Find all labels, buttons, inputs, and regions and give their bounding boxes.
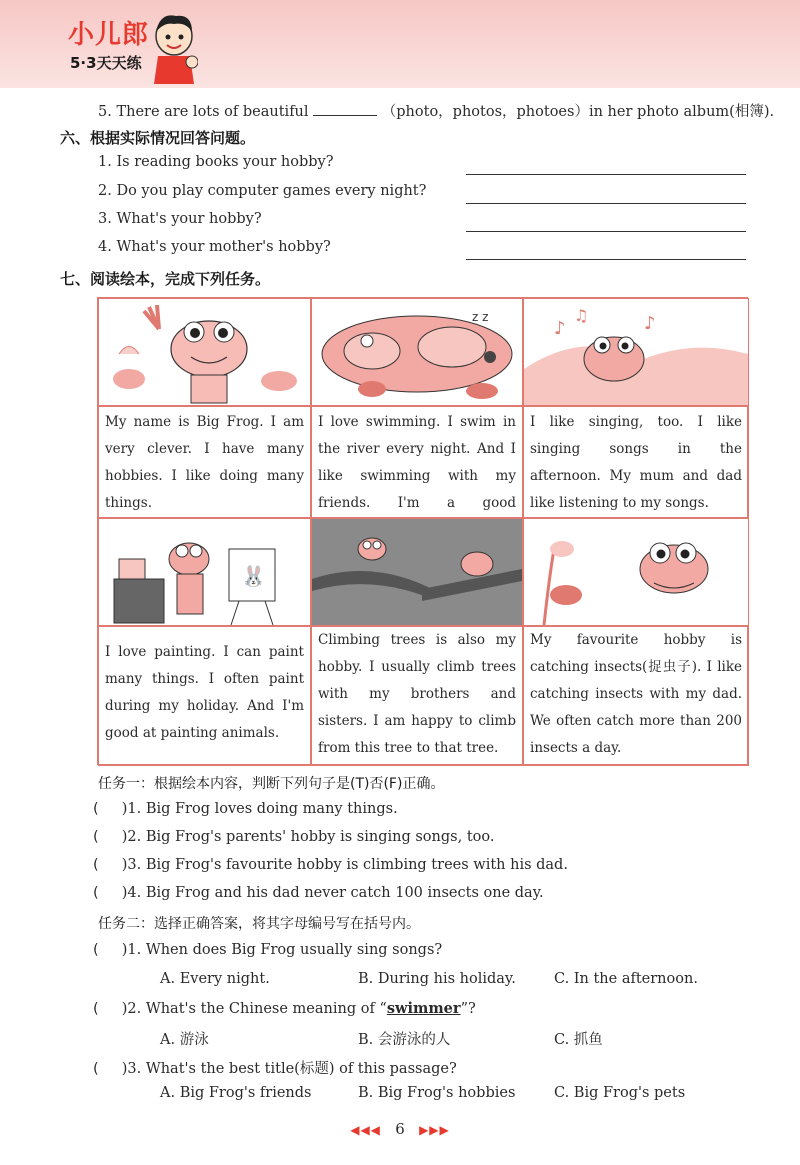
item-text: Big Frog's favourite hobby is climbing trees with his dad. <box>145 857 568 873</box>
option-b[interactable]: B. Big Frog's hobbies <box>358 1085 516 1101</box>
task2-item-2 <box>93 1000 476 1017</box>
answer-line-4[interactable] <box>466 259 746 260</box>
item-text: When does Big Frog usually sing songs? <box>145 942 443 958</box>
item-number: )2. <box>121 1001 142 1017</box>
option-a[interactable]: A. Big Frog's friends <box>160 1085 312 1101</box>
task1-item-1 <box>93 801 398 817</box>
frog-painting-picture <box>98 518 311 626</box>
s6-question-4 <box>98 239 331 255</box>
question-options: （photo，photos，photoes）in her photo album(相簿). <box>381 104 775 120</box>
question-number: 5. <box>98 104 112 120</box>
series-name: 5·3天天练 <box>70 54 142 72</box>
task2-item-1 <box>93 942 442 958</box>
section-6-title: 六、根据实际情况回答问题。 <box>60 129 256 147</box>
item-number: )3. <box>121 857 142 873</box>
question-text: Do you play computer games every night? <box>116 183 427 199</box>
question-text: What's your hobby? <box>116 211 262 227</box>
task2-item-3 <box>93 1057 457 1078</box>
option-b[interactable]: B. 会游泳的人 <box>358 1032 451 1048</box>
answer-paren[interactable]: ( <box>93 885 122 901</box>
svg-text:🐰: 🐰 <box>241 564 266 588</box>
answer-paren[interactable]: ( <box>93 1061 122 1077</box>
left-arrows-icon: ◀◀◀ <box>350 1123 381 1137</box>
item-text: Big Frog's parents' hobby is singing songs, too. <box>145 829 495 845</box>
answer-paren[interactable]: ( <box>93 1001 122 1017</box>
task1-item-3 <box>93 857 568 873</box>
question-text: There are lots of beautiful <box>116 104 309 120</box>
svg-text:♪: ♪ <box>644 313 656 334</box>
highlight-word: swimmer <box>386 1000 461 1017</box>
answer-paren[interactable]: ( <box>93 801 122 817</box>
option-a[interactable]: A. 游泳 <box>160 1032 209 1048</box>
svg-text:♪: ♪ <box>554 318 566 339</box>
item-number: )2. <box>121 829 142 845</box>
page-number: 6 <box>395 1120 405 1138</box>
item-number: )1. <box>121 801 142 817</box>
picture-book-table <box>97 297 748 765</box>
item-number: )1. <box>121 942 142 958</box>
task-1-title: 任务一：根据绘本内容，判断下列句子是(T)否(F)正确。 <box>98 776 445 792</box>
brand-logo: 小儿郎 <box>68 20 150 50</box>
question-number: 1. <box>98 154 112 170</box>
task1-item-2 <box>93 829 494 845</box>
frog-intro-picture <box>98 298 311 406</box>
task-2-title: 任务二：选择正确答案，将其字母编号写在括号内。 <box>98 916 420 932</box>
panel-1-text: My name is Big Frog. I am very clever. I have many hobbies. I like doing many things. <box>98 406 311 518</box>
frog-swimming-picture <box>311 298 523 406</box>
item-text-end: ”? <box>460 1001 476 1017</box>
answer-paren[interactable]: ( <box>93 857 122 873</box>
s6-question-3 <box>98 211 262 227</box>
section-7-title: 七、阅读绘本，完成下列任务。 <box>60 270 271 288</box>
question-text: Is reading books your hobby? <box>116 154 334 170</box>
svg-text:♫: ♫ <box>574 306 589 325</box>
question-5 <box>98 100 774 121</box>
option-c[interactable]: C. Big Frog's pets <box>554 1085 686 1101</box>
option-c[interactable]: C. In the afternoon. <box>554 971 698 987</box>
item-text: What's the best title(标题) of this passage? <box>145 1061 457 1077</box>
option-a[interactable]: A. Every night. <box>160 971 270 987</box>
panel-2-body: I love swimming. I swim in the river every night. And I like swimming with my friends. I'm a good <box>318 414 516 511</box>
answer-line-3[interactable] <box>466 231 746 232</box>
frog-catching-insects-picture <box>523 518 749 626</box>
item-text: Big Frog and his dad never catch 100 insects one day. <box>145 885 544 901</box>
option-b[interactable]: B. During his holiday. <box>358 971 516 987</box>
answer-line-1[interactable] <box>466 174 746 175</box>
panel-2-text <box>311 406 523 518</box>
question-number: 3. <box>98 211 112 227</box>
frog-singing-picture <box>523 298 749 406</box>
mascot-icon <box>150 10 198 84</box>
question-text: What's your mother's hobby? <box>116 239 331 255</box>
answer-paren[interactable]: ( <box>93 829 122 845</box>
option-c[interactable]: C. 抓鱼 <box>554 1032 603 1048</box>
panel-5-text: Climbing trees is also my hobby. I usually climb trees with my brothers and sisters. I am happy to climb from this tree to that tree. <box>311 626 523 766</box>
answer-blank[interactable] <box>313 115 377 116</box>
item-number: )4. <box>121 885 142 901</box>
s6-question-2 <box>98 183 426 199</box>
item-text: Big Frog loves doing many things. <box>145 801 398 817</box>
item-number: )3. <box>121 1061 142 1077</box>
answer-line-2[interactable] <box>466 203 746 204</box>
question-number: 2. <box>98 183 112 199</box>
right-arrows-icon: ▶▶▶ <box>419 1123 450 1137</box>
panel-6-text: My favourite hobby is catching insects(捉虫子). I like catching insects with my dad. We often catch more than 200 insects a day. <box>523 626 749 766</box>
page-footer <box>0 1120 800 1138</box>
question-number: 4. <box>98 239 112 255</box>
item-text: What's the Chinese meaning of “ <box>145 1001 387 1017</box>
s6-question-1 <box>98 154 334 170</box>
panel-4-text: I love painting. I can paint many things. I often paint during my holiday. And I'm good at painting animals. <box>98 626 311 766</box>
answer-paren[interactable]: ( <box>93 942 122 958</box>
task1-item-4 <box>93 885 544 901</box>
panel-3-text: I like singing, too. I like singing songs in the afternoon. My mum and dad like listening to my songs. <box>523 406 749 518</box>
frog-climbing-picture <box>311 518 523 626</box>
svg-text:z z: z z <box>472 310 489 324</box>
